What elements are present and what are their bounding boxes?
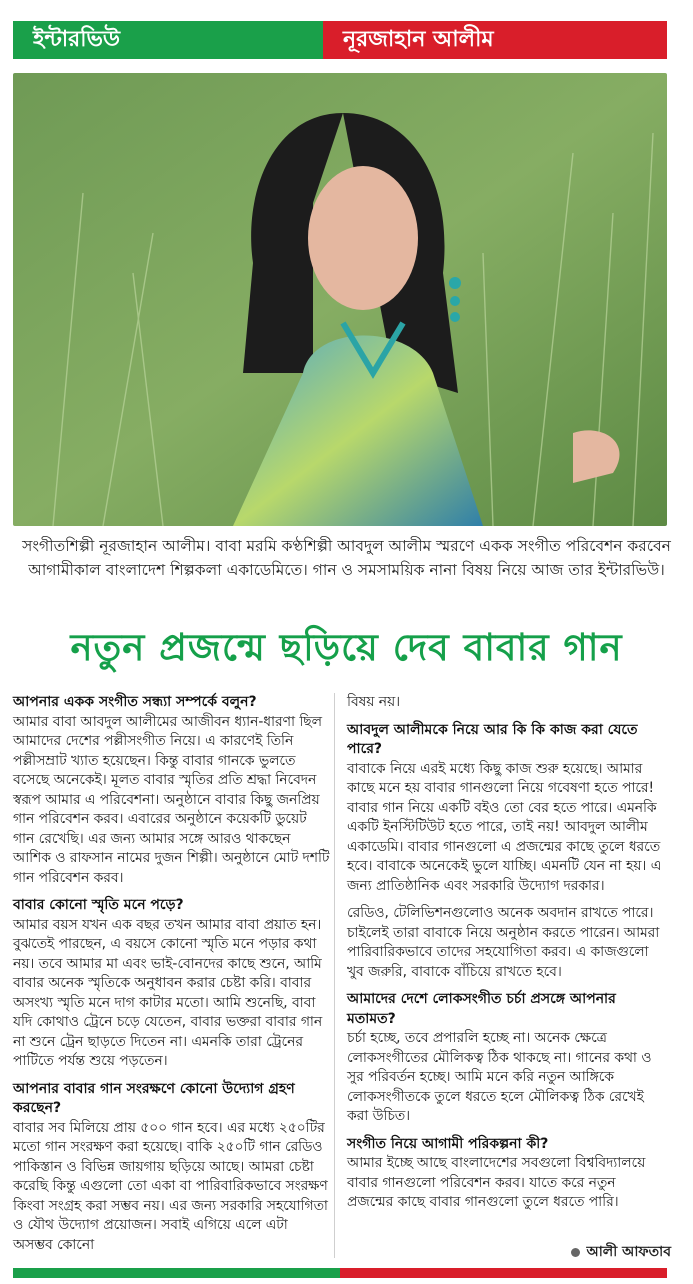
bullet-icon — [571, 1248, 580, 1257]
answer-4: বাবাকে নিয়ে এরই মধ্যে কিছু কাজ শুরু হয়েছে। আমার কাছে মনে হয় বাবার গানগুলো নিয়ে গবেষণা হতে পারে! বাবার গান নিয়ে একটি বইও তো বের হতে পারে। এমনকি একটি ইনস্টিটিউট হতে পারে, তাই নয়! আবদুল আলীম একাডেমি। বাবার গানগুলো এ প্রজন্মের কাছে তুলে ধরতে হবে। বাবাকে অনেকেই ভুলে যাচ্ছি। এমনটি যেন না হয়। এ জন্য প্রাতিষ্ঠানিক এবং সরকারি উদ্যোগ দরকার। — [347, 760, 662, 894]
answer-1: আমার বাবা আবদুল আলীমের আজীবন ধ্যান-ধারণা ছিল আমাদের দেশের পল্লীসংগীত নিয়ে। এ কারণেই তিনি পল্লীসম্রাট খ্যাত হয়েছেন। কিন্তু বাবার গানকে ভুলতে বসেছে অনেকেই। মূলত বাবার স্মৃতির প্রতি শ্রদ্ধা নিবেদন স্বরূপ আমার এ পরিবেশনা। অনুষ্ঠানে বাবার কিছু জনপ্রিয় গান পরিবেশন করব। এবারের অনুষ্ঠানে কয়েকটি ডুয়েট গান রেখেছি। এর জন্য আমার সঙ্গে আরও থাকছেন আশিক ও রাফসান নামের দুজন শিল্পী। অনুষ্ঠানে মোট দশটি গান পরিবেশন করব। — [13, 713, 330, 886]
footer-bar-green — [13, 1268, 340, 1278]
answer-3: বাবার সব মিলিয়ে প্রায় ৫০০ গান হবে। এর মধ্যে ২৫০টির মতো গান সংরক্ষণ করা হয়েছে। বাকি ২৫০টি গান রেডিও পাকিস্তান ও বিভিন্ন জায়গায় ছড়িয়ে আছে। আমরা চেষ্টা করেছি কিন্তু এগুলো তো একা বা পারিবারিকভাবে সংরক্ষণ কিংবা সংগ্রহ করা সম্ভব নয়। এর জন্য সরকারি সহযোগিতা ও যৌথ উদ্যোগ প্রয়োজন। সবাই এগিয়ে এলে এটা অসম্ভব কোনো — [13, 1119, 328, 1253]
portrait-photo — [13, 73, 667, 526]
footer-bar-red — [340, 1268, 667, 1278]
answer-5: চর্চা হচ্ছে, তবে প্রপারলি হচ্ছে না। অনেক ক্ষেত্রে লোকসংগীতের মৌলিকত্ব ঠিক থাকছে না। গানের কথা ও সুর পরিবর্তন হচ্ছে। আমি মনে করি নতুন আঙ্গিকে লোকসংগীতকে তুলে ধরতে হলে মৌলিকত্ব ঠিক রেখেই করা উচিত। — [347, 1030, 652, 1124]
article-column-right — [347, 693, 665, 1221]
interviewee-name: নূরজাহান আলীম — [323, 21, 667, 59]
column-divider — [334, 693, 335, 1258]
question-3: আপনার বাবার গান সংরক্ষণে কোনো উদ্যোগ গ্রহণ করছেন? — [13, 1080, 295, 1116]
answer-4-continued: রেডিও, টেলিভিশনগুলোও অনেক অবদান রাখতে পারে। চাইলেই তারা বাবাকে নিয়ে অনুষ্ঠান করতে পারেন। আমরা পারিবারিকভাবে তাদের সহযোগিতা করব। এ কাজগুলো খুব জরুরি, বাবাকে বাঁচিয়ে রাখতে হবে। — [347, 905, 660, 980]
answer-6: আমার ইচ্ছে আছে বাংলাদেশের সবগুলো বিশ্ববিদ্যালয়ে বাবার গানগুলো পরিবেশন করব। যাতে করে নতুন প্রজন্মের কাছে বাবার গানগুলো তুলে ধরতে পারি। — [347, 1155, 646, 1210]
footer-bar — [13, 1268, 667, 1278]
answer-3-continued: বিষয় নয়। — [347, 694, 401, 710]
author-name: আলী আফতাব — [586, 1244, 671, 1260]
byline — [571, 1240, 671, 1264]
photo-caption: সংগীতশিল্পী নূরজাহান আলীম। বাবা মরমি কণ্ঠশিল্পী আবদুল আলীম স্মরণে একক সংগীত পরিবেশন করবেন আগামীকাল বাংলাদেশ শিল্পকলা একাডেমিতে। গান ও সমসাময়িক নানা বিষয় নিয়ে আজ তার ইন্টারভিউ। — [22, 537, 671, 579]
answer-2: আমার বয়স যখন এক বছর তখন আমার বাবা প্রয়াত হন। বুঝতেই পারছেন, এ বয়সে কোনো স্মৃতি মনে পড়ার কথা নয়। তবে আমার মা এবং ভাই-বোনদের কাছে শুনে, আমি বাবার অনেক স্মৃতিকে অনুধাবন করার চেষ্টা করি। বাবার অসংখ্য স্মৃতি মনে দাগ কাটার মতো। আমি শুনেছি, বাবা যদি কোথাও ট্রেনে চড়ে যেতেন, বাবার ভক্তরা বাবার গান না শুনে ট্রেন ছাড়তে দিতেন না। এমনকি তারা ট্রেনের পাটিতে পর্যন্ত শুয়ে পড়তেন। — [13, 916, 323, 1069]
section-label: ইন্টারভিউ — [13, 21, 323, 59]
question-2: বাবার কোনো স্মৃতি মনে পড়ে? — [13, 897, 184, 913]
question-5: আমাদের দেশে লোকসংগীত চর্চা প্রসঙ্গে আপনার মতামত? — [347, 991, 616, 1027]
article-column-left — [13, 693, 331, 1263]
headline: নতুন প্রজন্মে ছড়িয়ে দেব বাবার গান — [70, 626, 623, 669]
question-6: সংগীত নিয়ে আগামী পরিকল্পনা কী? — [347, 1135, 549, 1152]
header-banner — [13, 21, 667, 59]
question-4: আবদুল আলীমকে নিয়ে আর কি কি কাজ করা যেতে পারে? — [347, 721, 638, 757]
question-1: আপনার একক সংগীত সন্ধ্যা সম্পর্কে বলুন? — [13, 694, 257, 710]
